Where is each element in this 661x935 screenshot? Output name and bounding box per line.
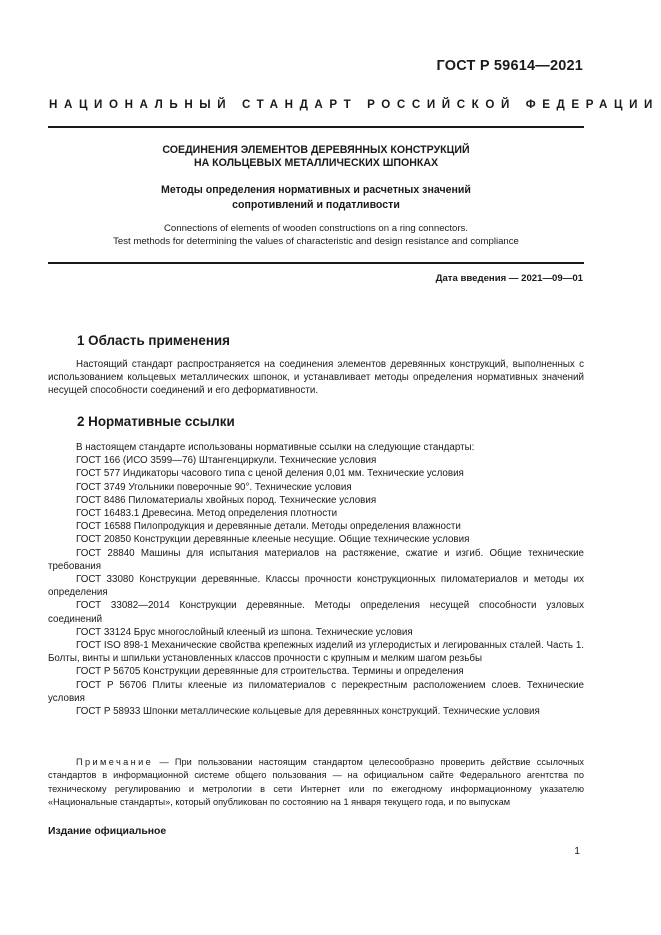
english-title-line-2: Test methods for determining the values of characteristic and design resistance and compliance xyxy=(113,236,519,247)
note-label: Примечание xyxy=(76,757,154,767)
english-title xyxy=(48,222,584,248)
reference-item: ГОСТ Р 58933 Шпонки металлические кольцевые для деревянных конструкций. Технические условия xyxy=(76,706,540,718)
reference-item: ГОСТ 8486 Пиломатериалы хвойных пород. Технические условия xyxy=(76,494,377,506)
title-line-2: НА КОЛЬЦЕВЫХ МЕТАЛЛИЧЕСКИХ ШПОНКАХ xyxy=(193,157,439,169)
reference-item: ГОСТ 20850 Конструкции деревянные клееные несущие. Общие технические условия xyxy=(76,534,470,546)
standard-number: ГОСТ Р 59614—2021 xyxy=(436,58,583,74)
reference-item: ГОСТ 28840 Машины для испытания материалов на растяжение, сжатие и изгиб. Общие технические требования xyxy=(48,547,584,572)
note-paragraph xyxy=(48,756,584,809)
national-standard-banner: НАЦИОНАЛЬНЫЙ СТАНДАРТ РОССИЙСКОЙ ФЕДЕРАЦИИ xyxy=(49,98,659,111)
reference-item: ГОСТ 33124 Брус многослойный клееный из шпона. Технические условия xyxy=(76,626,413,638)
reference-item: ГОСТ Р 56706 Плиты клееные из пиломатериалов с перекрестным расположением слоев. Технические условия xyxy=(48,679,584,704)
document-subtitle xyxy=(48,183,584,213)
reference-item: ГОСТ 3749 Угольники поверочные 90°. Технические условия xyxy=(76,481,352,493)
introduction-date: Дата введения — 2021—09—01 xyxy=(435,273,583,284)
document-title xyxy=(48,144,584,170)
section-2-heading: 2 Нормативные ссылки xyxy=(77,414,235,429)
english-title-line-1: Connections of elements of wooden constructions on a ring connectors. xyxy=(164,223,468,234)
reference-item: ГОСТ 33082—2014 Конструкции деревянные. Методы определения несущей способности узловых соединений xyxy=(48,600,584,625)
section-1-heading: 1 Область применения xyxy=(77,333,230,348)
reference-item: ГОСТ 16483.1 Древесина. Метод определения плотности xyxy=(76,508,338,520)
top-divider xyxy=(48,126,584,128)
references-intro: В настоящем стандарте использованы нормативные ссылки на следующие стандарты: xyxy=(76,442,475,453)
reference-item: ГОСТ 577 Индикаторы часового типа с ценой деления 0,01 мм. Технические условия xyxy=(76,468,464,480)
note-text: — При пользовании настоящим стандартом целесообразно проверить действие ссылочных стандартов в информационной системе общего пользования — на официальном сайте Федерального агентства по техническому регулированию и метрологии в сети Интернет или по ежегодному информационному указателю «Национальные стандарты», который опубликован по состоянию на 1 января текущего года, и по выпускам xyxy=(48,757,584,807)
reference-item: ГОСТ 16588 Пилопродукция и деревянные детали. Методы определения влажности xyxy=(76,521,461,533)
reference-item: ГОСТ 33080 Конструкции деревянные. Классы прочности конструкционных пиломатериалов и методы их определения xyxy=(48,574,584,599)
title-line-1: СОЕДИНЕНИЯ ЭЛЕМЕНТОВ ДЕРЕВЯННЫХ КОНСТРУКЦИЙ xyxy=(162,144,470,156)
references-list xyxy=(48,441,584,718)
reference-item: ГОСТ Р 56705 Конструкции деревянные для строительства. Термины и определения xyxy=(76,666,464,678)
official-edition-label: Издание официальное xyxy=(48,826,167,837)
subtitle-line-2: сопротивлений и податливости xyxy=(232,199,400,211)
subtitle-line-1: Методы определения нормативных и расчетных значений xyxy=(161,184,471,196)
reference-item: ГОСТ ISO 898-1 Механические свойства крепежных изделий из углеродистых и легированных сталей. Часть 1. Болты, винты и шпильки установленных классов прочности с крупным и мелким шагом резьбы xyxy=(48,640,584,665)
section-1-text: Настоящий стандарт распространяется на соединения элементов деревянных конструкций, выполненных с использованием кольцевых металлических шпонок, и устанавливает методы определения нормативных значений несущей способности соединений и его деформативности. xyxy=(48,359,584,397)
page-number: 1 xyxy=(574,846,580,857)
bottom-divider xyxy=(48,262,584,264)
reference-item: ГОСТ 166 (ИСО 3599—76) Штангенциркули. Технические условия xyxy=(76,455,377,467)
